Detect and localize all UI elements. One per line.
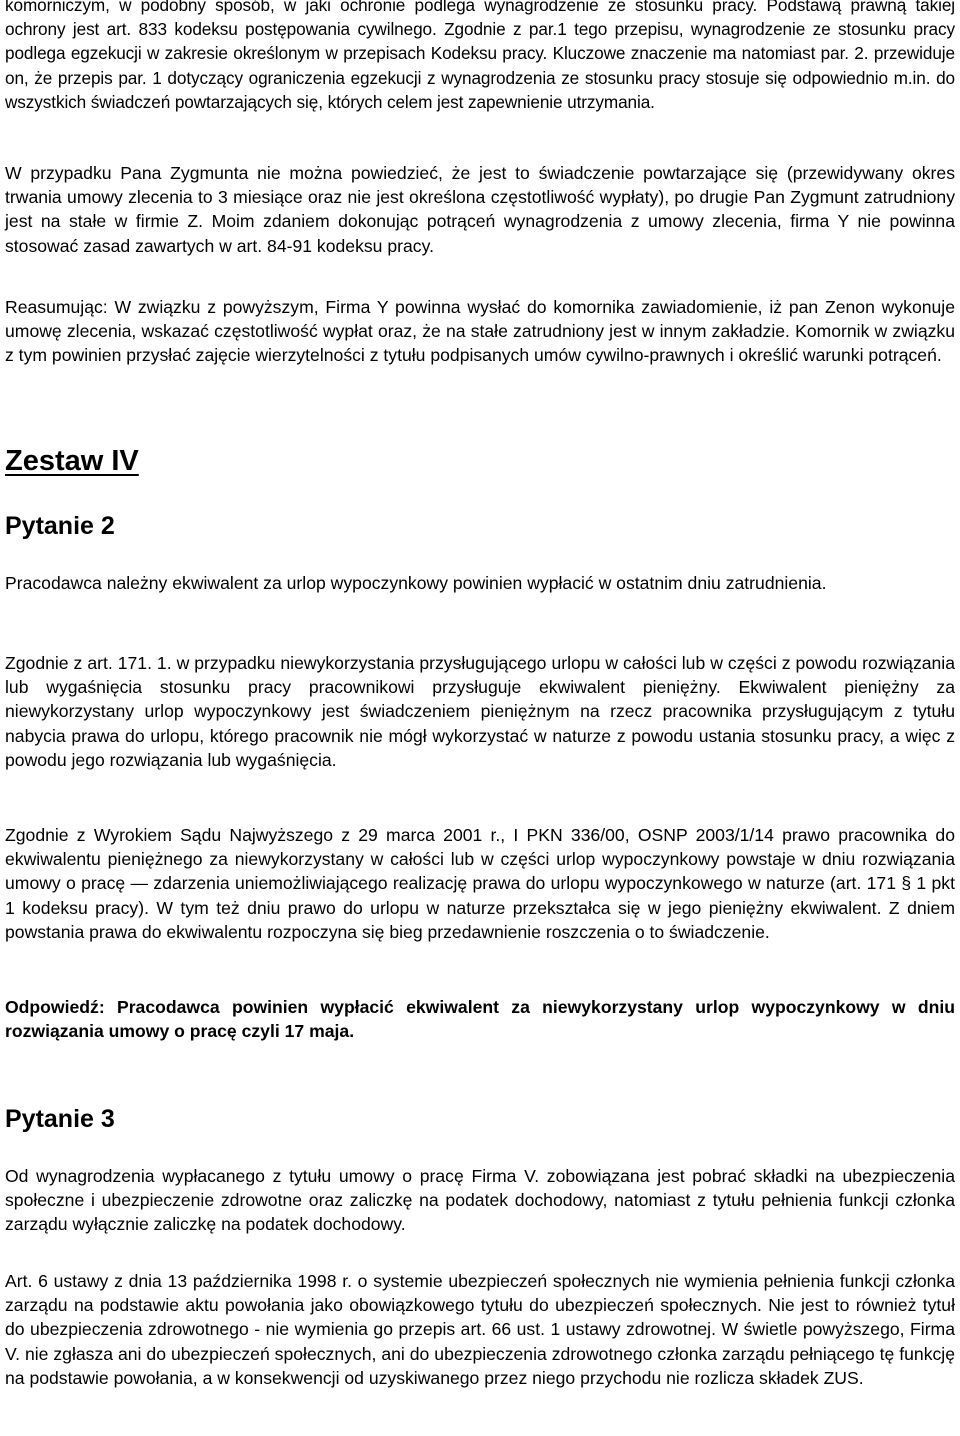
paragraph: Art. 6 ustawy z dnia 13 października 1998 r. o systemie ubezpieczeń społecznych nie wymienia pełnienia funkcji członka zarządu na podstawie aktu powołania jako obowiązkowego tytułu do ubezpieczeń społecznych. Nie jest to również tytuł do ubezpieczenia zdrowotnego - nie wymienia go przepis art. 66 ust. 1 ustawy zdrowotnej. W świetle powyższego, Firma V. nie zgłasza ani do ubezpieczeń społecznych, ani do ubezpieczenia zdrowotnego członka zarządu pełniącego tę funkcję na podstawie powołania, a w konsekwencji od uzyskiwanego przez niego przychodu nie rozlicza składek ZUS. [5,1271,955,1388]
answer-paragraph: Odpowiedź: Pracodawca powinien wypłacić ekwiwalent za niewykorzystany urlop wypoczynkowy w dniu rozwiązania umowy o pracę czyli 17 maja. [5,997,955,1042]
paragraph: W przypadku Pana Zygmunta nie można powiedzieć, że jest to świadczenie powtarzające się (przewidywany okres trwania umowy zlecenia to 3 miesiące oraz nie jest określona częstotliwość wypłaty), po drugie Pan Zygmunt zatrudniony jest na stałe w firmie Z. Moim zdaniem dokonując potrąceń wynagrodzenia z umowy zlecenia, firma Y nie powinna stosować zasad zawartych w art. 84-91 kodeksu pracy. [5,163,955,256]
section-heading: Zestaw IV [5,445,139,477]
paragraph: komorniczym, w podobny sposób, w jaki ochronie podlega wynagrodzenie ze stosunku pracy. Podstawą prawną takiej ochrony jest art. 833 kodeksu postępowania cywilnego. Zgodnie z par.1 tego przepisu, wynagrodzenie ze stosunku pracy podlega egzekucji w zakresie określonym w przepisach Kodeksu pracy. Kluczowe znaczenie ma natomiast par. 2. przewiduje on, że przepis par. 1 dotyczący ograniczenia egzekucji z wynagrodzenia ze stosunku pracy stosuje się odpowiednio m.in. do wszystkich świadczeń powtarzających się, których celem jest zapewnienie utrzymania. [5,0,955,112]
question-heading: Pytanie 3 [5,1105,115,1133]
question-heading: Pytanie 2 [5,512,115,540]
paragraph: Reasumując: W związku z powyższym, Firma Y powinna wysłać do komornika zawiadomienie, iż pan Zenon wykonuje umowę zlecenia, wskazać częstotliwość wypłat oraz, że na stałe zatrudniony jest w innym zakładzie. Komornik w związku z tym powinien przysłać zajęcie wierzytelności z tytułu podpisanych umów cywilno-prawnych i określić warunki potrąceń. [5,297,955,366]
paragraph: Zgodnie z Wyrokiem Sądu Najwyższego z 29 marca 2001 r., I PKN 336/00, OSNP 2003/1/14 prawo pracownika do ekwiwalentu pieniężnego za niewykorzystany w całości lub w części urlop wypoczynkowy powstaje w dniu rozwiązania umowy o pracę — zdarzenia uniemożliwiającego realizację prawa do urlopu wypoczynkowego w naturze (art. 171 § 1 pkt 1 kodeksu pracy). W tym też dniu prawo do urlopu w naturze przekształca się w jego pieniężny ekwiwalent. Z dniem powstania prawa do ekwiwalentu rozpoczyna się bieg przedawnienie roszczenia o to świadczenie. [5,825,955,942]
paragraph: Od wynagrodzenia wypłacanego z tytułu umowy o pracę Firma V. zobowiązana jest pobrać składki na ubezpieczenia społeczne i ubezpieczenie zdrowotne oraz zaliczkę na podatek dochodowy, natomiast z tytułu pełnienia funkcji członka zarządu wyłącznie zaliczkę na podatek dochodowy. [5,1166,955,1235]
paragraph: Zgodnie z art. 171. 1. w przypadku niewykorzystania przysługującego urlopu w całości lub w części z powodu rozwiązania lub wygaśnięcia stosunku pracy pracownikowi przysługuje ekwiwalent pieniężny. Ekwiwalent pieniężny za niewykorzystany urlop wypoczynkowy jest świadczeniem pieniężnym na rzecz pracownika przysługującym z tytułu nabycia prawa do urlopu, którego pracownik nie mógł wykorzystać w naturze z powodu ustania stosunku pracy, a więc z powodu jego rozwiązania lub wygaśnięcia. [5,653,955,770]
paragraph: Pracodawca należny ekwiwalent za urlop wypoczynkowy powinien wypłacić w ostatnim dniu zatrudnienia. [5,573,827,593]
